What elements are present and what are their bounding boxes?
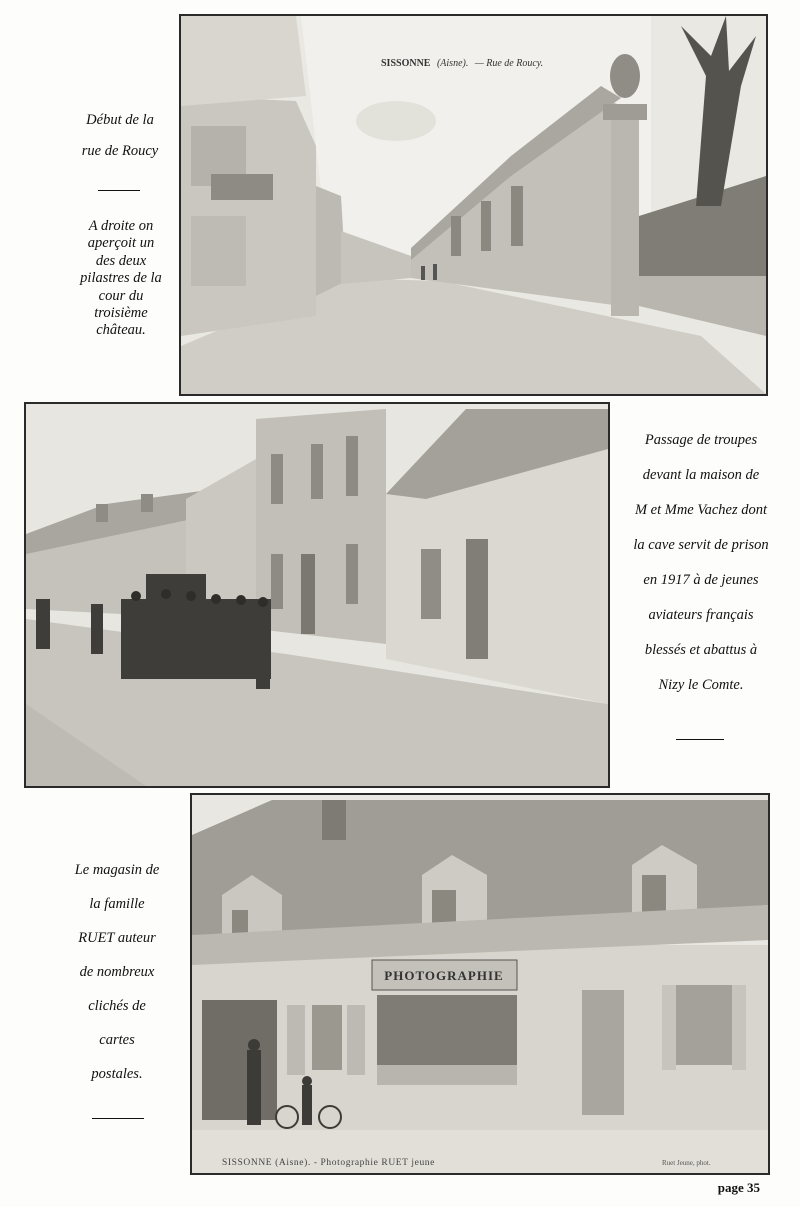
caption-line: aviateurs français bbox=[648, 607, 754, 623]
caption-line: de nombreux bbox=[79, 964, 155, 980]
caption-line: troisième bbox=[94, 304, 148, 321]
caption-line: des deux bbox=[95, 252, 147, 269]
middle-caption bbox=[616, 428, 786, 697]
caption-line: la cave servit de prison bbox=[633, 537, 769, 553]
svg-text:SISSONNE (Aisne). bbox=[381, 58, 543, 69]
photo-rue-de-roucy bbox=[179, 14, 768, 396]
bottom-caption bbox=[52, 858, 182, 1086]
caption-line: château. bbox=[96, 322, 146, 339]
caption-line: clichés de bbox=[88, 998, 146, 1014]
photo-title-street: — Rue de Roucy. bbox=[474, 58, 544, 69]
caption-line: cour du bbox=[98, 287, 144, 304]
photo-passage-de-troupes bbox=[24, 402, 610, 788]
photo-title-town: SISSONNE bbox=[381, 58, 431, 69]
top-caption-body bbox=[62, 218, 180, 340]
caption-line: Début de la bbox=[86, 112, 154, 128]
caption-divider bbox=[92, 1118, 144, 1119]
photo-magasin-ruet bbox=[190, 793, 770, 1175]
photo-footer-text: SISSONNE (Aisne). - Photographie RUET jeune bbox=[222, 1158, 435, 1168]
caption-line: postales. bbox=[91, 1066, 143, 1082]
photo-footer-credit: Ruet Jeune, phot. bbox=[662, 1159, 711, 1167]
street-scene-illustration bbox=[181, 16, 766, 394]
caption-divider bbox=[676, 739, 724, 740]
caption-line: en 1917 à de jeunes bbox=[643, 572, 759, 588]
caption-line: RUET auteur bbox=[78, 930, 156, 946]
caption-line: A droite on bbox=[88, 218, 154, 234]
top-caption bbox=[70, 112, 170, 161]
caption-line: rue de Roucy bbox=[81, 143, 159, 160]
caption-line: aperçoit un bbox=[87, 235, 155, 252]
shop-sign-text: PHOTOGRAPHIE bbox=[384, 968, 504, 983]
page-number: page 35 bbox=[717, 1180, 760, 1195]
photo-title-region: (Aisne). bbox=[436, 58, 469, 69]
caption-line: Le magasin de bbox=[74, 862, 160, 878]
caption-line: Nizy le Comte. bbox=[658, 677, 744, 693]
caption-divider bbox=[98, 190, 140, 191]
caption-line: devant la maison de bbox=[642, 467, 760, 483]
caption-line: pilastres de la bbox=[80, 270, 162, 287]
caption-line: cartes bbox=[99, 1032, 135, 1048]
caption-line: M et Mme Vachez dont bbox=[634, 502, 768, 518]
caption-line: blessés et abattus à bbox=[644, 642, 758, 658]
caption-line: Passage de troupes bbox=[644, 432, 758, 448]
troops-scene-illustration bbox=[26, 404, 608, 786]
caption-line: la famille bbox=[89, 896, 145, 912]
shop-scene-illustration bbox=[192, 795, 768, 1173]
